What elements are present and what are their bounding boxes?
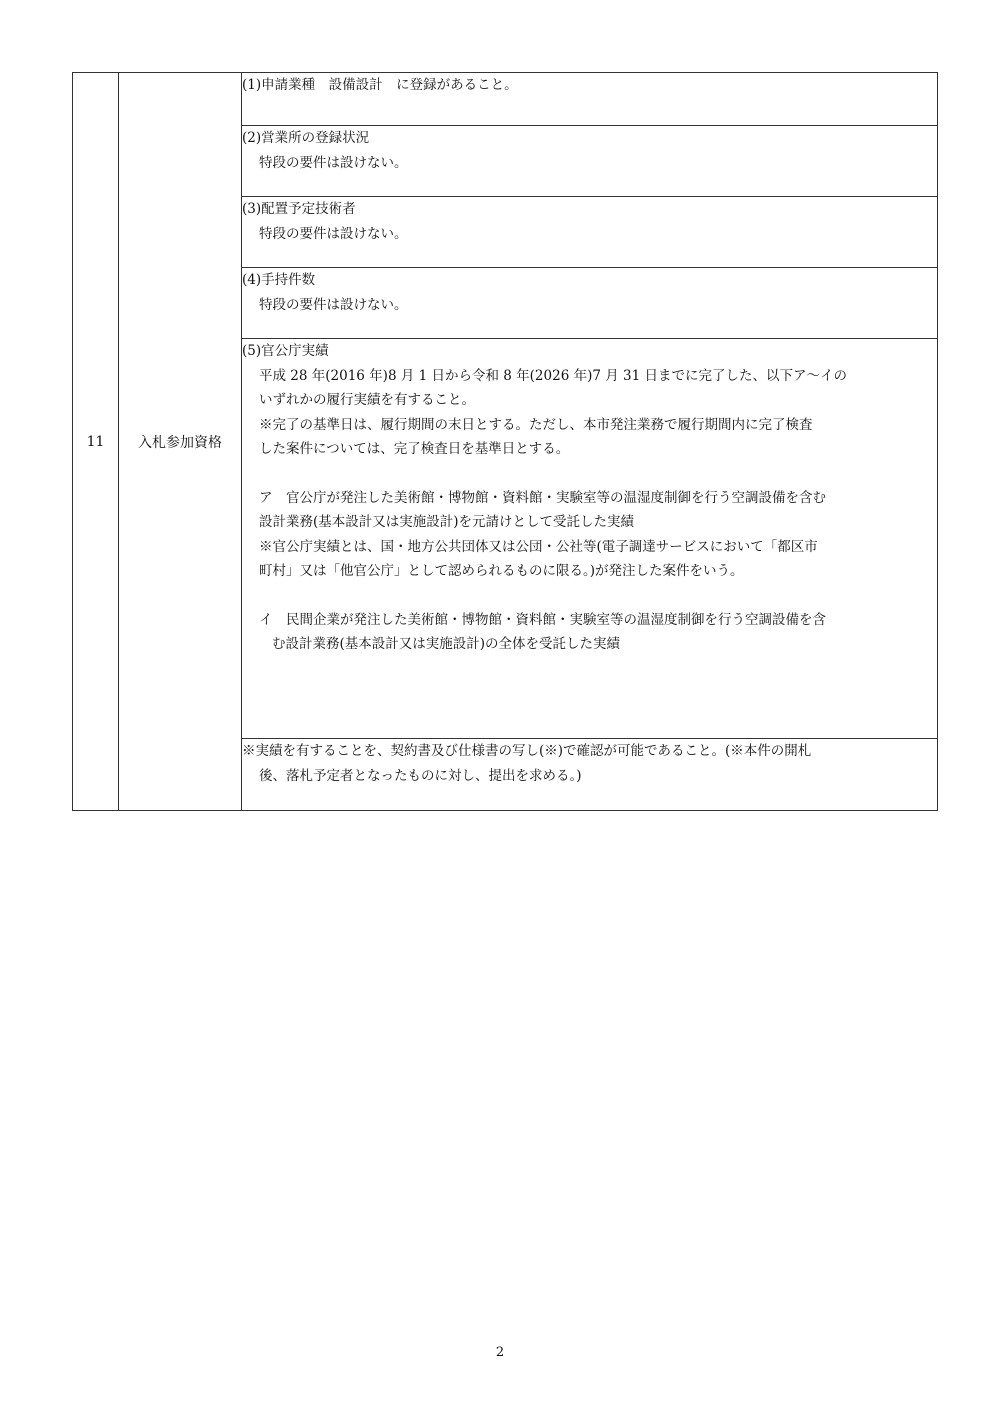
- section-5-heading: (5)官公庁実績: [242, 343, 329, 359]
- section-5-cell: [242, 339, 938, 739]
- item-a-line-1: ア 官公庁が発注した美術館・博物館・資料館・実験室等の温湿度制御を行う空調設備を含む: [259, 489, 826, 506]
- item-a-note-line-2: 町村」又は「他官公庁」として認められるものに限る。)が発注した案件をいう。: [259, 563, 744, 579]
- section-3-cell: [242, 197, 938, 268]
- evidence-note-cell: [242, 739, 938, 811]
- row-number: 11: [73, 73, 119, 811]
- section-4-cell: [242, 268, 938, 339]
- qualification-table: [72, 72, 938, 811]
- section-5-period-line-2: いずれかの履行実績を有すること。: [259, 392, 475, 408]
- section-1-cell: [242, 73, 938, 126]
- evidence-note-line-2: 後、落札予定者となったものに対し、提出を求める。): [259, 767, 582, 784]
- section-4-body: 特段の要件は設けない。: [259, 296, 408, 313]
- section-2-heading: (2)営業所の登録状況: [242, 130, 370, 146]
- section-5-note-line-1: ※完了の基準日は、履行期間の末日とする。ただし、本市発注業務で履行期間内に完了検査: [259, 416, 813, 433]
- section-4-heading: (4)手持件数: [242, 272, 316, 288]
- item-a-note-line-1: ※官公庁実績とは、国・地方公共団体又は公団・公社等(電子調達サービスにおいて「都区市: [259, 538, 818, 555]
- item-i-line-2: む設計業務(基本設計又は実施設計)の全体を受託した実績: [272, 636, 621, 652]
- section-2-cell: [242, 126, 938, 197]
- section-2-body: 特段の要件は設けない。: [259, 154, 408, 171]
- section-1-text: (1)申請業種 設備設計 に登録があること。: [242, 77, 518, 93]
- item-a-line-2: 設計業務(基本設計又は実施設計)を元請けとして受託した実績: [259, 514, 635, 530]
- row-item-label: 入札参加資格: [119, 73, 242, 811]
- section-3-heading: (3)配置予定技術者: [242, 201, 356, 217]
- section-3-body: 特段の要件は設けない。: [259, 225, 408, 242]
- item-i-line-1: イ 民間企業が発注した美術館・博物館・資料館・実験室等の温湿度制御を行う空調設備を含: [259, 611, 826, 628]
- evidence-note-line-1: ※実績を有することを、契約書及び仕様書の写し(※)で確認が可能であること。(※本件の開札: [242, 743, 812, 759]
- page-number: 2: [495, 1345, 505, 1360]
- section-5-note-line-2: した案件については、完了検査日を基準日とする。: [259, 441, 570, 457]
- section-5-period-line-1: 平成 28 年(2016 年)8 月 1 日から令和 8 年(2026 年)7 月 31 日までに完了した、以下ア～イの: [259, 367, 847, 384]
